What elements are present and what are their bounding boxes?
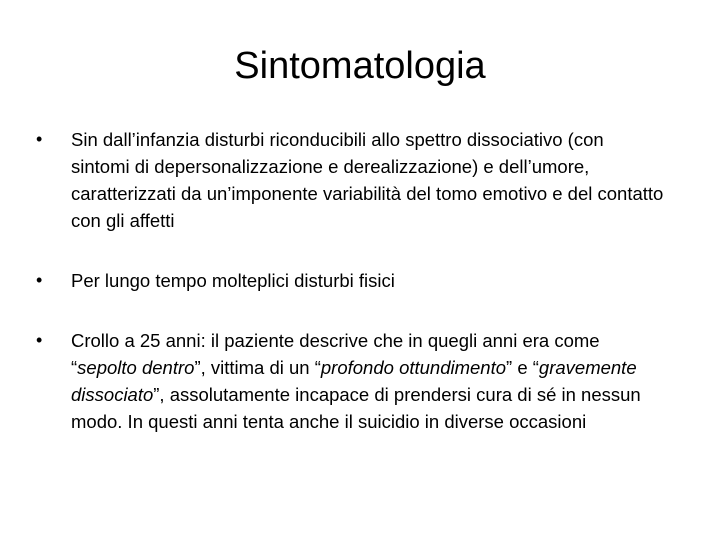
- bullet-text-part: ” e “: [506, 357, 539, 378]
- bullet-text: Per lungo tempo molteplici disturbi fisici: [71, 270, 395, 291]
- bullet-text: Sin dall’infanzia disturbi riconducibili allo spettro dissociativo (con sintomi di depersonalizzazione e derealizzazione) e dell’umore, caratterizzati da un’imponente variabilità del tomo emotivo e del contatto con gli affetti: [71, 129, 664, 231]
- bullet-quote-italic: profondo ottundimento: [320, 357, 507, 378]
- bullet-quote-italic: gravemente dissociato: [71, 357, 637, 405]
- bullet-item-childhood: [36, 126, 666, 234]
- bullet-dot-icon: •: [36, 129, 43, 149]
- bullet-text-part: ”, vittima di un “: [194, 357, 321, 378]
- bullet-text-part: Crollo a 25 anni: il paziente descrive che in quegli anni era come “: [71, 330, 600, 378]
- bullet-dot-icon: •: [36, 270, 43, 290]
- bullet-quote-italic: sepolto dentro: [77, 357, 195, 378]
- bullet-item-physical: [36, 267, 666, 294]
- bullet-dot-icon: •: [36, 330, 43, 350]
- bullet-list: [36, 126, 666, 435]
- bullet-text-part: ”, assolutamente incapace di prendersi cura di sé in nessun modo. In questi anni tenta anche il suicidio in diverse occasioni: [71, 384, 641, 432]
- slide-title: Sintomatologia: [234, 45, 486, 87]
- bullet-item-collapse: [36, 327, 666, 435]
